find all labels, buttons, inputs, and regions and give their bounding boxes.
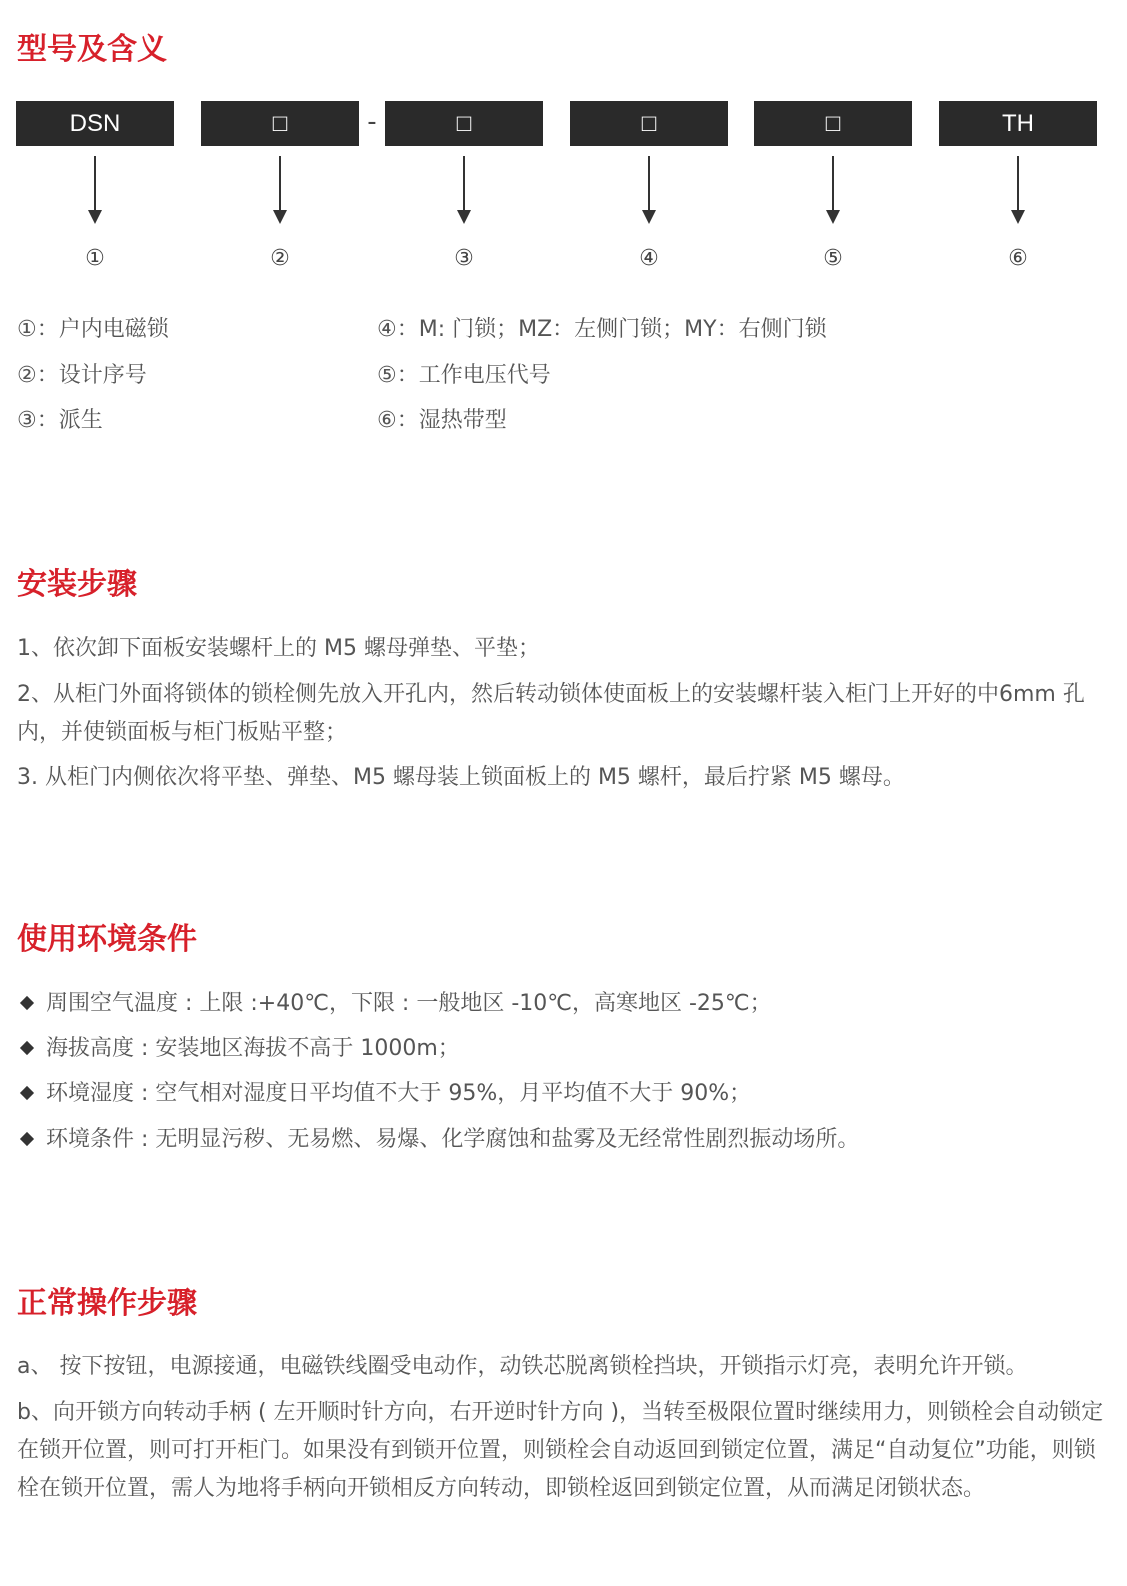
section-title-operation: 正常操作步骤	[17, 1286, 197, 1321]
section-title-install: 安装步骤	[17, 567, 137, 602]
environment-item	[17, 1034, 460, 1064]
legend-item: ①：户内电磁锁	[17, 317, 169, 342]
down-arrow-icon	[457, 156, 471, 226]
down-arrow-icon	[826, 156, 840, 226]
install-step: 1、依次卸下面板安装螺杆上的 M5 螺母弹垫、平垫；	[17, 636, 540, 661]
environment-item-text: 环境条件 : 无明显污秽、无易燃、易爆、化学腐蚀和盐雾及无经常性剧烈振动场所。	[46, 1127, 860, 1152]
down-arrow-icon	[88, 156, 102, 226]
section-title-model: 型号及含义	[17, 32, 167, 67]
environment-item-text: 海拔高度 : 安装地区海拔不高于 1000m；	[46, 1036, 460, 1061]
model-code-box-1: DSN	[16, 101, 174, 146]
operation-step: b、向开锁方向转动手柄 ( 左开顺时针方向，右开逆时针方向 )，当转至极限位置时继续用力，则锁栓会自动锁定在锁开位置，则可打开柜门。如果没有到锁开位置，则锁栓会自动返回到锁定位置，满足“自动复位”功能，则锁栓在锁开位置，需人为地将手柄向开锁相反方向转动，即锁栓返回到锁定位置，从而满足闭锁状态。	[17, 1400, 1104, 1501]
install-step: 3. 从柜门内侧依次将平垫、弹垫、M5 螺母装上锁面板上的 M5 螺杆，最后拧紧 M5 螺母。	[17, 765, 905, 790]
model-code-dash: -	[367, 107, 377, 137]
diamond-bullet-icon	[20, 1131, 34, 1145]
position-marker-4: ④	[639, 246, 659, 271]
position-marker-1: ①	[85, 246, 105, 271]
section-title-environment: 使用环境条件	[17, 922, 197, 957]
position-marker-3: ③	[454, 246, 474, 271]
operation-step: a、 按下按钮，电源接通，电磁铁线圈受电动作，动铁芯脱离锁栓挡块，开锁指示灯亮，表明允许开锁。	[17, 1354, 1028, 1379]
position-marker-2: ②	[270, 246, 290, 271]
model-code-box-3: □	[385, 101, 543, 146]
diamond-bullet-icon	[20, 995, 34, 1009]
legend-item: ⑥：湿热带型	[377, 408, 507, 433]
legend-item: ②：设计序号	[17, 363, 147, 388]
down-arrow-icon	[642, 156, 656, 226]
legend-item: ⑤：工作电压代号	[377, 363, 551, 388]
install-step: 2、从柜门外面将锁体的锁栓侧先放入开孔内，然后转动锁体使面板上的安装螺杆装入柜门上开好的中6mm 孔内，并使锁面板与柜门板贴平整；	[17, 682, 1085, 745]
position-marker-5: ⑤	[823, 246, 843, 271]
down-arrow-icon	[273, 156, 287, 226]
model-code-box-2: □	[201, 101, 359, 146]
down-arrow-icon	[1011, 156, 1025, 226]
legend-item: ④：M: 门锁；MZ：左侧门锁；MY：右侧门锁	[377, 317, 827, 342]
model-code-box-5: □	[754, 101, 912, 146]
environment-item-text: 周围空气温度 : 上限 :+40℃，下限 : 一般地区 -10℃，高寒地区 -25℃；	[46, 991, 772, 1016]
diamond-bullet-icon	[20, 1040, 34, 1054]
legend-item: ③：派生	[17, 408, 103, 433]
diamond-bullet-icon	[20, 1085, 34, 1099]
position-marker-6: ⑥	[1008, 246, 1028, 271]
environment-item	[17, 1079, 751, 1109]
model-code-box-6: TH	[939, 101, 1097, 146]
environment-item-text: 环境湿度 : 空气相对湿度日平均值不大于 95%，月平均值不大于 90%；	[46, 1081, 752, 1106]
environment-item	[17, 989, 772, 1019]
environment-item	[17, 1125, 859, 1155]
model-code-box-4: □	[570, 101, 728, 146]
